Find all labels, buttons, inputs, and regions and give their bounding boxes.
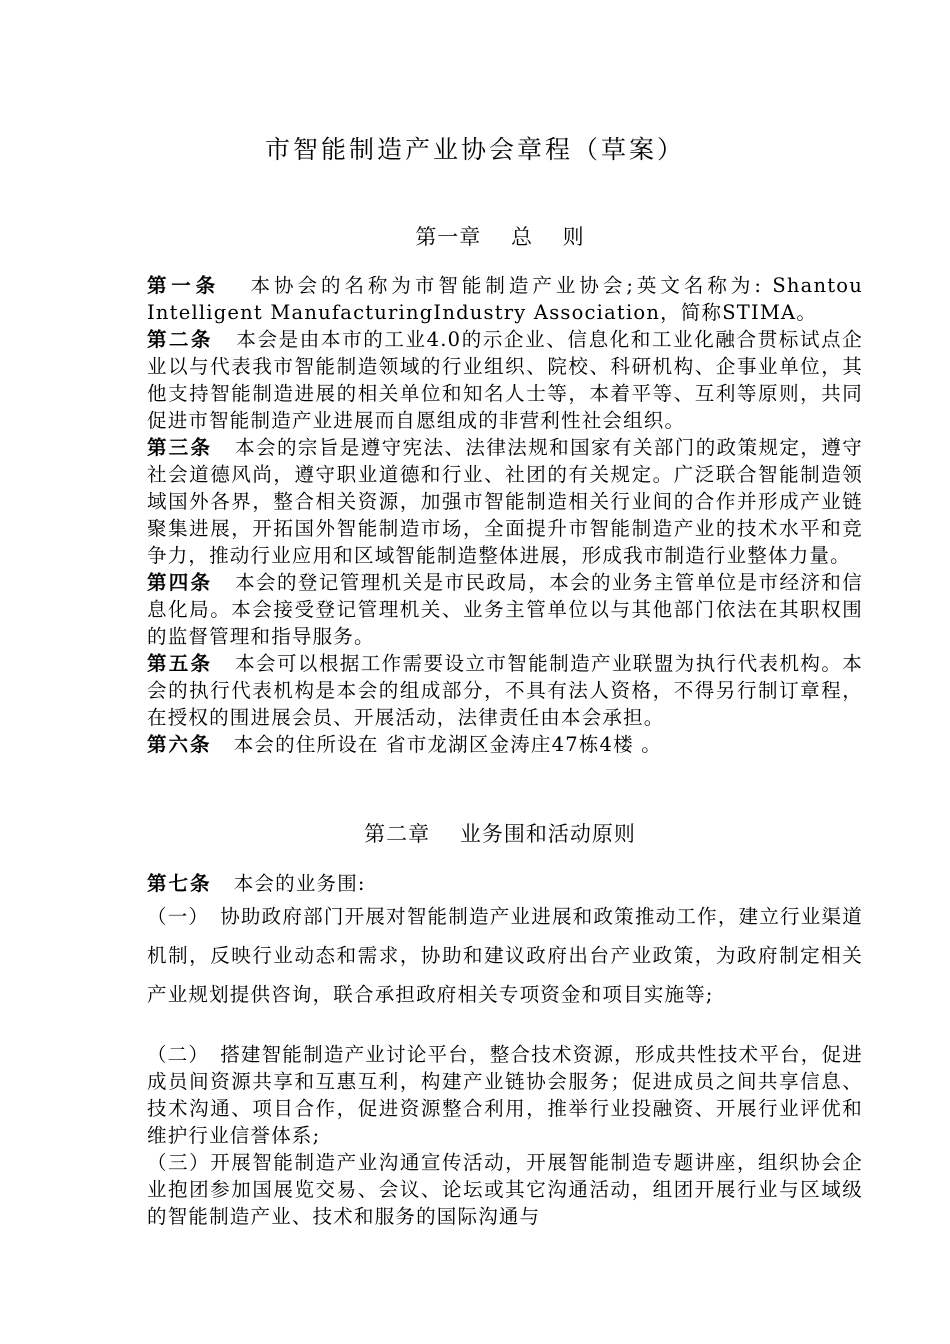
scope-item-1: （一） 协助政府部门开展对智能制造产业进展和政策推动工作，建立行业渠道机制，反映行业动态和需求，协助和建议政府出台产业政策，为政府制定相关产业规划提供咨询，联合承担政府相关专项资金和项目实施等; [147,905,863,1006]
chapter-1-articles [147,272,863,758]
article-7 [147,870,863,897]
article-6-label: 第六条 [147,733,212,756]
chapter-2-heading: 第二章 业务围和活动原则 [364,822,636,846]
article-7-label: 第七条 [147,872,212,895]
article-5-text: 本会可以根据工作需要设立市智能制造产业联盟为执行代表机构。本会的执行代表机构是本会的组成部分，不具有法人资格，不得另行制订章程，在授权的围进展会员、开展活动，法律责任由本会承担。 [147,652,863,729]
article-4-label: 第四条 [147,571,213,594]
article-7-text: 本会的业务围: [233,872,366,895]
chapter-1-heading: 第一章 总 则 [415,225,585,249]
scope-item-3: （三）开展智能制造产业沟通宣传活动，开展智能制造专题讲座，组织协会企业抱团参加国展览交易、会议、论坛或其它沟通活动，组团开展行业与区域级的智能制造产业、技术和服务的国际沟通与 [147,1151,863,1228]
article-1-label: 第一条 [147,274,220,297]
article-2-label: 第二条 [147,328,213,351]
scope-items-2-3 [147,1041,863,1230]
scope-item-2: （二） 搭建智能制造产业讨论平台，整合技术资源，形成共性技术平台，促进成员间资源共享和互惠互利，构建产业链协会服务；促进成员之间共享信息、技术沟通、项目合作，促进资源整合利用，推举行业投融资、开展行业评优和维护行业信誉体系; [147,1043,863,1147]
article-4-text: 本会的登记管理机关是市民政局，本会的业务主管单位是市经济和信息化局。本会接受登记管理机关、业务主管单位以与其他部门依法在其职权围的监督管理和指导服务。 [147,571,863,648]
article-5-label: 第五条 [147,652,213,675]
article-2-text: 本会是由本市的工业4.0的示企业、信息化和工业化融合贯标试点企业以与代表我市智能制造领域的行业组织、院校、科研机构、企事业单位，其他支持智能制造进展的相关单位和知名人士等，本着平等、互利等原则，共同促进市智能制造产业进展而自愿组成的非营利性社会组织。 [147,328,863,432]
article-3-text: 本会的宗旨是遵守宪法、法律法规和国家有关部门的政策规定，遵守社会道德风尚，遵守职业道德和行业、社团的有关规定。广泛联合智能制造领域国外各界，整合相关资源，加强市智能制造相关行业间的合作并形成产业链聚集进展，开拓国外智能制造市场，全面提升市智能制造产业的技术水平和竞争力，推动行业应用和区域智能制造整体进展，形成我市制造行业整体力量。 [147,436,863,567]
article-3-label: 第三条 [147,436,213,459]
article-6-text: 本会的住所设在 省市龙湖区金涛庄47栋4楼 。 [233,733,662,756]
article-1-text: 本协会的名称为市智能制造产业协会;英文名称为: Shantou Intelligent ManufacturingIndustry Association，简称STIMA。 [147,274,863,324]
document-title: 市智能制造产业协会章程（草案） [264,135,685,164]
